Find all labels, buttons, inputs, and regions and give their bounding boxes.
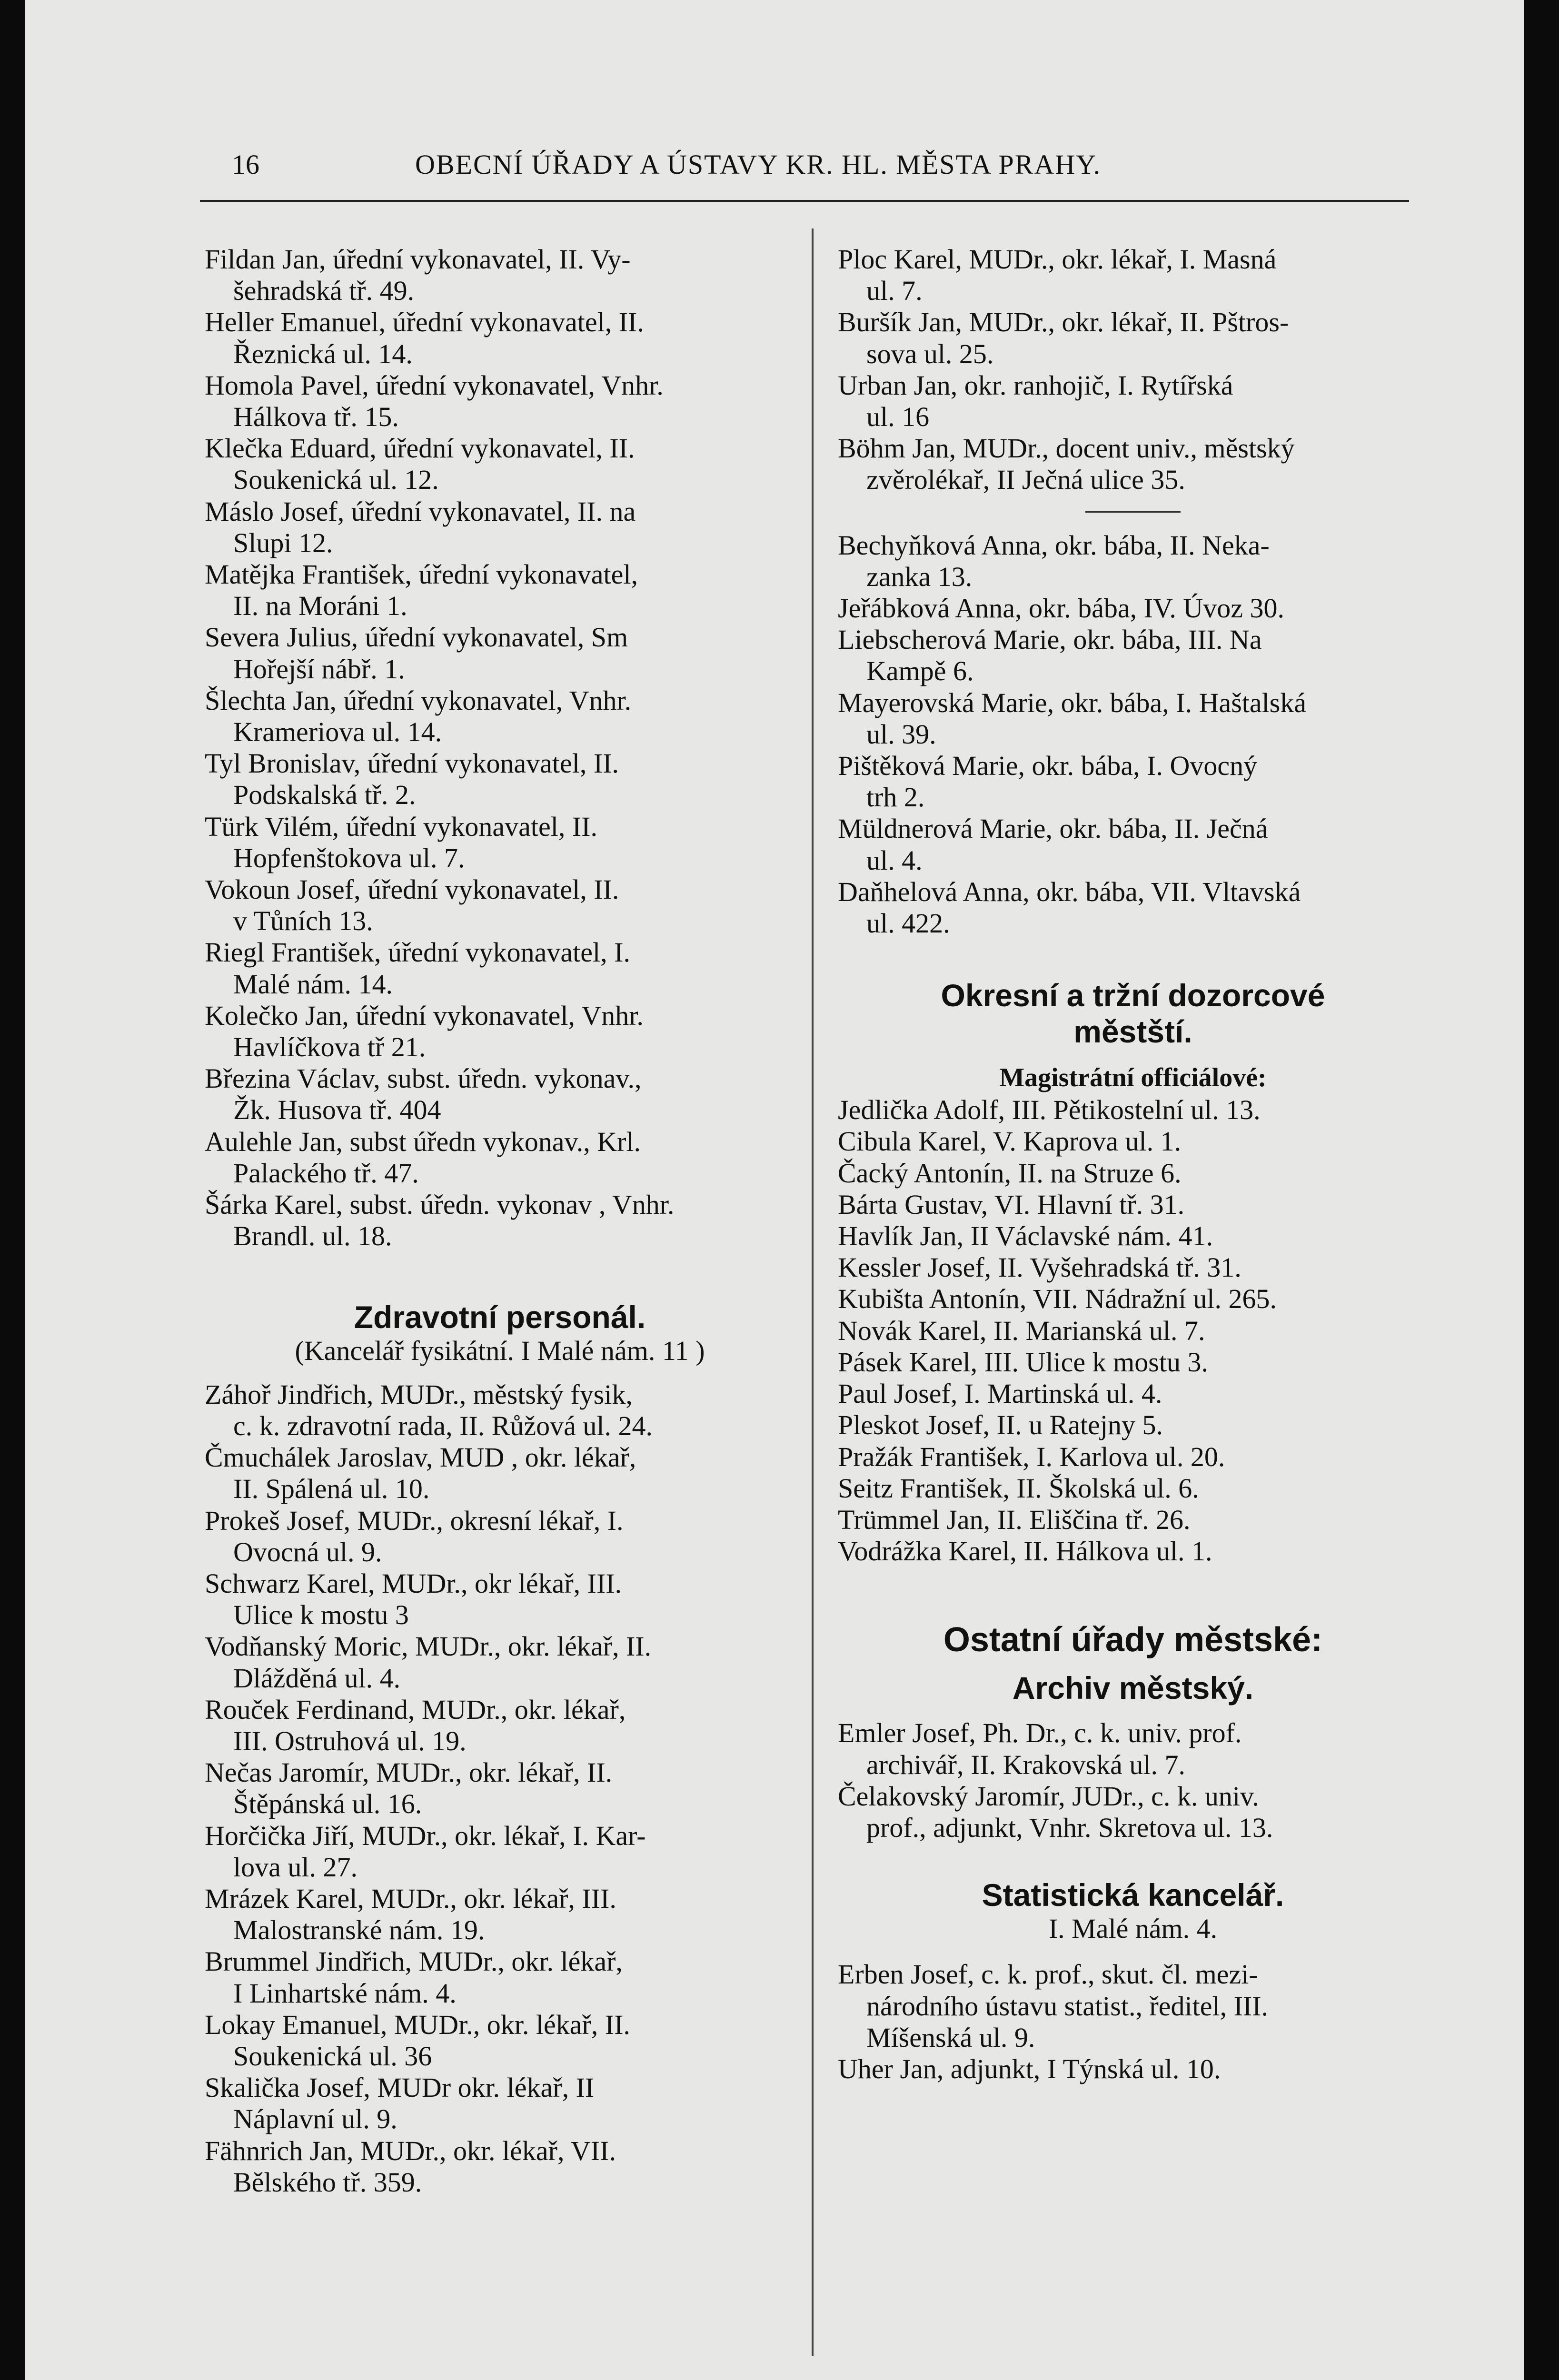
statistics-entry-line: Uher Jan, adjunkt, I Týnská ul. 10. xyxy=(838,2053,1221,2084)
official-entry-line: Trümmel Jan, II. Eliščina tř. 26. xyxy=(838,1504,1191,1535)
health-entry-line: zvěrolékař, II Ječná ulice 35. xyxy=(866,464,1185,496)
clerk-entry xyxy=(205,244,795,307)
clerk-entry-line: Havlíčkova tř 21. xyxy=(233,1031,426,1063)
clerk-entry xyxy=(205,1063,795,1126)
statistics-list xyxy=(838,1959,1428,2085)
health-entry-line: Buršík Jan, MUDr., okr. lékař, II. Pštros- xyxy=(838,307,1289,338)
clerk-entry-line: Palackého tř. 47. xyxy=(233,1157,419,1189)
right-column xyxy=(838,244,1428,2085)
health-entry xyxy=(205,1757,795,1820)
midwife-entry-line: Pištěková Marie, okr. bába, I. Ovocný xyxy=(838,750,1258,782)
clerk-entry xyxy=(205,433,795,496)
health-entry-line: sova ul. 25. xyxy=(866,338,994,369)
heading-line: městští. xyxy=(1073,1014,1192,1050)
clerk-entry xyxy=(205,1126,795,1189)
clerk-entry-line: Kolečko Jan, úřední vykonavatel, Vnhr. xyxy=(205,1000,644,1031)
official-entry xyxy=(838,1283,1428,1315)
official-entry-line: Havlík Jan, II Václavské nám. 41. xyxy=(838,1220,1213,1252)
health-entry-line: I Linhartské nám. 4. xyxy=(233,1977,457,2009)
clerk-entry-line: šehradská tř. 49. xyxy=(233,275,415,307)
archive-entry xyxy=(838,1717,1428,1780)
statistics-entry xyxy=(838,1959,1428,2053)
statistics-entry-line: Míšenská ul. 9. xyxy=(866,2022,1035,2053)
clerk-entry xyxy=(205,685,795,748)
section-heading-statistics: Statistická kancelář. xyxy=(982,1877,1284,1913)
official-entry-line: Pražák František, I. Karlova ul. 20. xyxy=(838,1441,1225,1472)
clerk-entry-line: Soukenická ul. 12. xyxy=(233,464,439,496)
health-entry-line: Fähnrich Jan, MUDr., okr. lékař, VII. xyxy=(205,2135,616,2166)
health-staff-list-continued xyxy=(838,244,1428,496)
clerk-entry-line: Krameriova ul. 14. xyxy=(233,716,442,748)
official-entry-line: Paul Josef, I. Martinská ul. 4. xyxy=(838,1378,1162,1409)
health-entry xyxy=(205,1694,795,1757)
health-entry-line: III. Ostruhová ul. 19. xyxy=(233,1725,467,1756)
clerks-list xyxy=(205,244,795,1252)
clerk-entry-line: Severa Julius, úřední vykonavatel, Sm xyxy=(205,622,628,653)
clerk-entry-line: Heller Emanuel, úřední vykonavatel, II. xyxy=(205,307,644,338)
clerk-entry-line: Podskalská tř. 2. xyxy=(233,779,416,811)
clerk-entry-line: Malé nám. 14. xyxy=(233,968,393,1000)
midwives-list xyxy=(838,530,1428,940)
midwife-entry xyxy=(838,750,1428,813)
health-entry-line: Štěpánská ul. 16. xyxy=(233,1788,422,1820)
clerk-entry-line: Homola Pavel, úřední vykonavatel, Vnhr. xyxy=(205,369,664,401)
official-entry xyxy=(838,1220,1428,1252)
official-entry-line: Jedlička Adolf, III. Pětikostelní ul. 13. xyxy=(838,1094,1261,1126)
health-entry-line: Malostranské nám. 19. xyxy=(233,1914,485,1946)
official-entry-line: Cibula Karel, V. Kaprova ul. 1. xyxy=(838,1126,1182,1157)
midwife-entry xyxy=(838,624,1428,687)
midwife-entry-line: Müldnerová Marie, okr. bába, II. Ječná xyxy=(838,813,1268,844)
official-entry xyxy=(838,1252,1428,1283)
section-heading-health: Zdravotní personál. xyxy=(354,1299,646,1335)
health-entry xyxy=(205,1442,795,1505)
heading-line: Okresní a tržní dozorcové xyxy=(941,978,1325,1013)
clerk-entry xyxy=(205,748,795,811)
health-entry-line: lova ul. 27. xyxy=(233,1851,357,1883)
health-entry xyxy=(838,370,1428,433)
page-header xyxy=(196,143,1434,195)
health-entry-line: Záhoř Jindřich, MUDr., městský fysik, xyxy=(205,1378,633,1410)
health-entry-line: ul. 16 xyxy=(866,401,930,433)
health-entry-line: Prokeš Josef, MUDr., okresní lékař, I. xyxy=(205,1505,624,1536)
midwife-entry xyxy=(838,530,1428,593)
health-entry-line: Bělského tř. 359. xyxy=(233,2166,422,2198)
archive-list xyxy=(838,1717,1428,1844)
running-title: OBECNÍ ÚŘADY A ÚSTAVY KR. HL. MĚSTA PRAHY. xyxy=(415,149,1102,180)
clerk-entry-line: Riegl František, úřední vykonavatel, I. xyxy=(205,937,630,968)
health-entry xyxy=(205,1505,795,1568)
health-entry xyxy=(205,2135,795,2198)
clerk-entry xyxy=(205,496,795,559)
health-entry xyxy=(205,1883,795,1946)
official-entry-line: Bárta Gustav, VI. Hlavní tř. 31. xyxy=(838,1189,1185,1220)
official-entry xyxy=(838,1536,1428,1567)
clerk-entry-line: Hořejší nábř. 1. xyxy=(233,653,405,684)
section-heading-inspectors xyxy=(838,977,1428,1050)
archive-entry-line: Emler Josef, Ph. Dr., c. k. univ. prof. xyxy=(838,1717,1242,1749)
midwife-entry-line: Daňhelová Anna, okr. bába, VII. Vltavská xyxy=(838,876,1301,907)
clerk-entry-line: Fildan Jan, úřední vykonavatel, II. Vy- xyxy=(205,244,631,275)
official-entry-line: Kessler Josef, II. Vyšehradská tř. 31. xyxy=(838,1252,1241,1283)
official-entry xyxy=(838,1094,1428,1126)
health-entry xyxy=(205,1820,795,1883)
clerk-entry-line: Řeznická ul. 14. xyxy=(233,338,413,369)
health-entry-line: Böhm Jan, MUDr., docent univ., městský xyxy=(838,433,1295,464)
clerk-entry-line: Vokoun Josef, úřední vykonavatel, II. xyxy=(205,874,619,905)
clerk-entry xyxy=(205,937,795,1000)
official-entry xyxy=(838,1189,1428,1220)
official-entry-line: Vodrážka Karel, II. Hálkova ul. 1. xyxy=(838,1536,1212,1567)
clerk-entry xyxy=(205,307,795,369)
health-entry-line: Vodňanský Moric, MUDr., okr. lékař, II. xyxy=(205,1631,652,1662)
health-entry xyxy=(205,1946,795,2009)
clerk-entry-line: Slupi 12. xyxy=(233,527,333,558)
midwife-entry-line: ul. 39. xyxy=(866,718,936,750)
health-entry xyxy=(838,244,1428,307)
health-entry-line: c. k. zdravotní rada, II. Růžová ul. 24. xyxy=(233,1410,653,1441)
section-heading-archive: Archiv městský. xyxy=(1012,1670,1254,1706)
statistics-address: I. Malé nám. 4. xyxy=(1048,1913,1218,1944)
midwife-entry-line: zanka 13. xyxy=(866,561,973,592)
health-entry-line: Dlážděná ul. 4. xyxy=(233,1662,401,1694)
health-entry xyxy=(205,2009,795,2072)
clerk-entry-line: Hopfenštokova ul. 7. xyxy=(233,842,465,873)
official-entry-line: Pleskot Josef, II. u Ratejny 5. xyxy=(838,1409,1163,1441)
official-entry xyxy=(838,1441,1428,1473)
section-heading-magistrate: Magistrátní officiálové: xyxy=(999,1063,1267,1093)
health-entry-line: Urban Jan, okr. ranhojič, I. Rytířská xyxy=(838,369,1233,401)
official-entry-line: Seitz František, II. Školská ul. 6. xyxy=(838,1472,1199,1504)
midwife-entry-line: ul. 4. xyxy=(866,844,923,876)
officials-list xyxy=(838,1094,1428,1567)
health-entry-line: Ovocná ul. 9. xyxy=(233,1536,382,1567)
health-staff-list xyxy=(205,1379,795,2198)
midwife-entry-line: Kampě 6. xyxy=(866,655,974,687)
clerk-entry-line: Máslo Josef, úřední vykonavatel, II. na xyxy=(205,496,636,527)
clerk-entry xyxy=(205,1000,795,1063)
health-entry-line: Lokay Emanuel, MUDr., okr. lékař, II. xyxy=(205,2009,630,2040)
health-office-address: (Kancelář fysikátní. I Malé nám. 11 ) xyxy=(295,1335,705,1366)
clerk-entry-line: Aulehle Jan, subst úředn vykonav., Krl. xyxy=(205,1126,641,1157)
official-entry-line: Čacký Antonín, II. na Struze 6. xyxy=(838,1157,1182,1189)
midwife-entry xyxy=(838,813,1428,876)
health-entry-line: Skalička Josef, MUDr okr. lékař, II xyxy=(205,2072,595,2103)
official-entry-line: Kubišta Antonín, VII. Nádražní ul. 265. xyxy=(838,1283,1277,1315)
archive-entry-line: prof., adjunkt, Vnhr. Skretova ul. 13. xyxy=(866,1812,1273,1843)
midwife-entry xyxy=(838,687,1428,750)
health-entry-line: Horčička Jiří, MUDr., okr. lékař, I. Kar- xyxy=(205,1820,646,1851)
midwife-entry xyxy=(838,876,1428,939)
clerk-entry-line: Tyl Bronislav, úřední vykonavatel, II. xyxy=(205,748,619,779)
archive-entry xyxy=(838,1781,1428,1844)
health-entry-line: Čmuchálek Jaroslav, MUD , okr. lékař, xyxy=(205,1442,636,1473)
clerk-entry xyxy=(205,1189,795,1252)
clerk-entry-line: Hálkova tř. 15. xyxy=(233,401,399,433)
health-entry-line: Brummel Jindřich, MUDr., okr. lékař, xyxy=(205,1946,623,1977)
midwife-entry-line: Liebscherová Marie, okr. bába, III. Na xyxy=(838,624,1262,655)
clerk-entry-line: Türk Vilém, úřední vykonavatel, II. xyxy=(205,811,597,842)
clerk-entry-line: Klečka Eduard, úřední vykonavatel, II. xyxy=(205,433,635,464)
clerk-entry-line: Žk. Husova tř. 404 xyxy=(233,1094,441,1126)
midwife-entry-line: trh 2. xyxy=(866,782,925,813)
health-entry-line: Ulice k mostu 3 xyxy=(233,1599,409,1631)
health-entry xyxy=(205,1568,795,1631)
clerk-entry xyxy=(205,811,795,874)
official-entry xyxy=(838,1409,1428,1441)
health-entry xyxy=(205,2072,795,2135)
header-rule xyxy=(200,200,1409,202)
statistics-entry-line: národního ústavu statist., ředitel, III. xyxy=(866,1990,1269,2022)
official-entry xyxy=(838,1473,1428,1504)
health-entry-line: Ploc Karel, MUDr., okr. lékař, I. Masná xyxy=(838,244,1277,275)
clerk-entry xyxy=(205,370,795,433)
clerk-entry xyxy=(205,874,795,937)
official-entry-line: Novák Karel, II. Marianská ul. 7. xyxy=(838,1315,1205,1346)
health-entry-line: Mrázek Karel, MUDr., okr. lékař, III. xyxy=(205,1883,616,1914)
statistics-entry-line: Erben Josef, c. k. prof., skut. čl. mezi- xyxy=(838,1959,1258,1990)
archive-entry-line: Čelakovský Jaromír, JUDr., c. k. univ. xyxy=(838,1780,1259,1812)
official-entry xyxy=(838,1126,1428,1157)
column-divider xyxy=(812,228,814,2356)
left-column xyxy=(205,244,795,2198)
health-entry-line: ul. 7. xyxy=(866,275,923,307)
clerk-entry-line: Šlechta Jan, úřední vykonavatel, Vnhr. xyxy=(205,684,632,716)
health-entry-line: Rouček Ferdinand, MUDr., okr. lékař, xyxy=(205,1694,626,1725)
clerk-entry-line: v Tůních 13. xyxy=(233,905,373,937)
midwife-entry-line: ul. 422. xyxy=(866,908,950,939)
official-entry xyxy=(838,1158,1428,1189)
statistics-entry xyxy=(838,2053,1428,2085)
midwife-entry xyxy=(838,593,1428,624)
official-entry xyxy=(838,1347,1428,1378)
section-heading-other-offices: Ostatní úřady městské: xyxy=(943,1621,1323,1659)
midwife-entry-line: Jeřábková Anna, okr. bába, IV. Úvoz 30. xyxy=(838,593,1284,624)
health-entry xyxy=(205,1379,795,1442)
official-entry-line: Pásek Karel, III. Ulice k mostu 3. xyxy=(838,1346,1208,1378)
health-entry-line: II. Spálená ul. 10. xyxy=(233,1473,430,1505)
health-entry-line: Schwarz Karel, MUDr., okr lékař, III. xyxy=(205,1567,622,1599)
midwife-entry-line: Mayerovská Marie, okr. bába, I. Haštalská xyxy=(838,687,1307,718)
official-entry xyxy=(838,1378,1428,1409)
clerk-entry-line: Březina Václav, subst. úředn. vykonav., xyxy=(205,1063,642,1094)
health-entry xyxy=(205,1631,795,1694)
health-entry-line: Nečas Jaromír, MUDr., okr. lékař, II. xyxy=(205,1757,613,1788)
clerk-entry-line: Šárka Karel, subst. úředn. vykonav , Vnhr. xyxy=(205,1189,675,1220)
health-entry-line: Soukenická ul. 36 xyxy=(233,2040,432,2072)
clerk-entry xyxy=(205,559,795,622)
clerk-entry-line: II. na Moráni 1. xyxy=(233,590,407,622)
official-entry xyxy=(838,1315,1428,1347)
clerk-entry-line: Matějka František, úřední vykonavatel, xyxy=(205,559,638,590)
archive-entry-line: archivář, II. Krakovská ul. 7. xyxy=(866,1749,1185,1780)
health-entry xyxy=(838,433,1428,496)
midwife-entry-line: Bechyňková Anna, okr. bába, II. Neka- xyxy=(838,529,1270,561)
official-entry xyxy=(838,1504,1428,1536)
page-number: 16 xyxy=(232,149,259,180)
clerk-entry xyxy=(205,622,795,684)
health-entry xyxy=(838,307,1428,369)
clerk-entry-line: Brandl. ul. 18. xyxy=(233,1220,392,1252)
health-entry-line: Náplavní ul. 9. xyxy=(233,2103,397,2135)
